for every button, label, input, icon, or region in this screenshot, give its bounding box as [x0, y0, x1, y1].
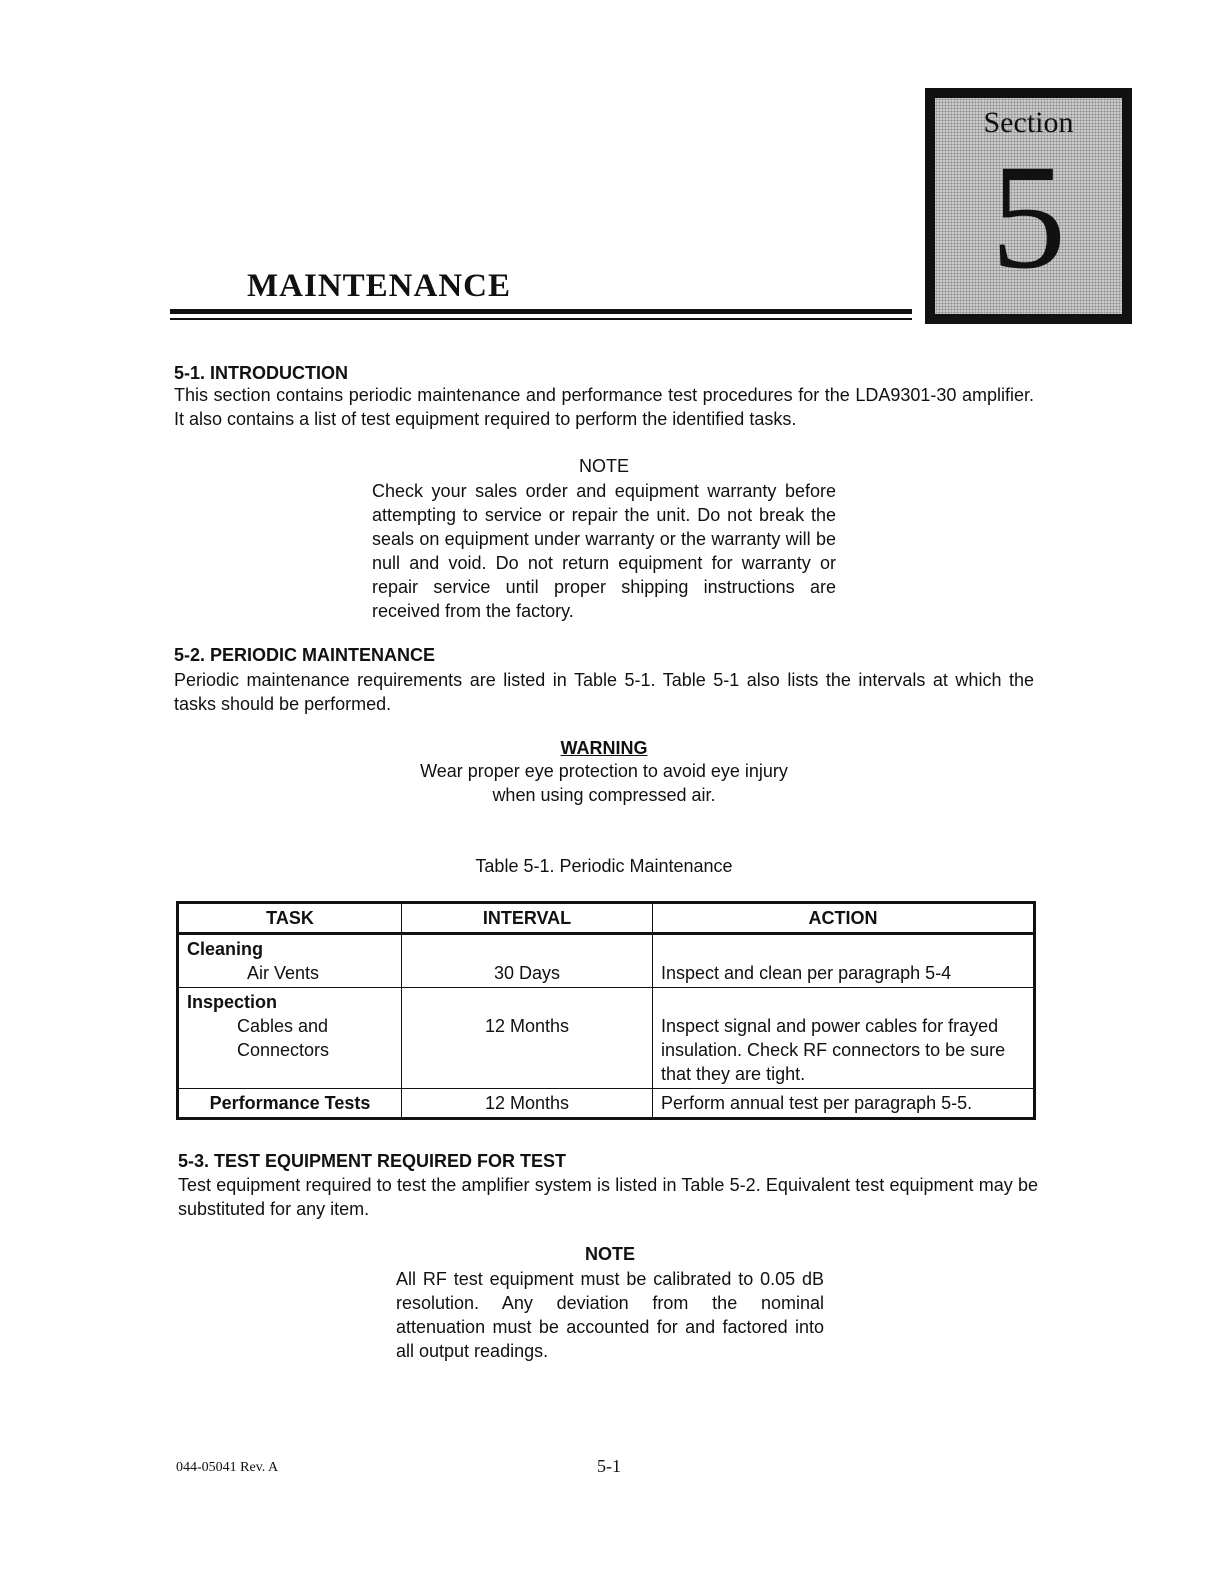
- task-category: Cleaning: [187, 939, 264, 959]
- header-action: ACTION: [653, 903, 1035, 934]
- interval-cell: 12 Months: [402, 988, 653, 1089]
- document-number: 044-05041 Rev. A: [176, 1460, 279, 1475]
- header-interval: INTERVAL: [402, 903, 653, 934]
- task-item: Air Vents: [247, 963, 320, 983]
- intro-body: This section contains periodic maintenance and performance test procedures for the LDA9301-30 amplifier. It also contains a list of test equipment required to perform the identified tasks.: [174, 385, 1034, 429]
- action-cell: Inspect and clean per paragraph 5-4: [653, 934, 1035, 988]
- task-item: Cables and Connectors: [237, 1016, 330, 1060]
- periodic-heading: 5-2. PERIODIC MAINTENANCE: [174, 645, 436, 665]
- section-number: 5: [991, 134, 1066, 300]
- task-category: Inspection: [187, 992, 278, 1012]
- section-badge-inner: [935, 98, 1122, 314]
- table-row: [178, 934, 1035, 988]
- table-row: [178, 1089, 1035, 1119]
- task-cell: [178, 988, 402, 1089]
- table-row: [178, 988, 1035, 1089]
- section-badge: [925, 88, 1132, 324]
- title-rule-thin: [170, 318, 912, 320]
- warning-title: WARNING: [560, 738, 648, 758]
- periodic-maintenance-table: [176, 901, 1036, 1120]
- test-note-title: NOTE: [584, 1244, 635, 1264]
- title-rule-thick: [170, 309, 912, 314]
- warning-block: [304, 738, 904, 807]
- header-task: TASK: [178, 903, 402, 934]
- test-equipment-heading: 5-3. TEST EQUIPMENT REQUIRED FOR TEST: [178, 1151, 567, 1171]
- warning-line-1: Wear proper eye protection to avoid eye injury: [420, 761, 788, 781]
- test-note-body: All RF test equipment must be calibrated to 0.05 dB resolution. Any deviation from the nominal attenuation must be accounted for and factored into all output readings.: [396, 1269, 824, 1361]
- periodic-body: Periodic maintenance requirements are listed in Table 5-1. Table 5-1 also lists the intervals at which the tasks should be performed.: [174, 670, 1034, 714]
- task-cell: [178, 934, 402, 988]
- section-label: Section: [983, 106, 1074, 139]
- intro-note-title: NOTE: [578, 456, 629, 476]
- warning-line-2: when using compressed air.: [492, 785, 716, 805]
- action-cell: Perform annual test per paragraph 5-5.: [653, 1089, 1035, 1119]
- action-cell: Inspect signal and power cables for frayed insulation. Check RF connectors to be sure that they are tight.: [653, 988, 1035, 1089]
- page-number: 5-1: [597, 1456, 621, 1476]
- intro-heading: 5-1. INTRODUCTION: [174, 363, 349, 383]
- table-caption: Table 5-1. Periodic Maintenance: [475, 856, 733, 876]
- test-equipment-body: Test equipment required to test the amplifier system is listed in Table 5-2. Equivalent test equipment may be substituted for any item.: [178, 1175, 1038, 1219]
- interval-cell: 30 Days: [402, 934, 653, 988]
- chapter-title: MAINTENANCE: [247, 268, 512, 304]
- table-header-row: [178, 903, 1035, 934]
- interval-cell: 12 Months: [402, 1089, 653, 1119]
- intro-note-body: Check your sales order and equipment warranty before attempting to service or repair the unit. Do not break the seals on equipment under warranty or the warranty will be null and void. Do not return equipment for warranty or repair service until proper shipping instructions are received from the factory.: [372, 481, 836, 621]
- task-cell: Performance Tests: [178, 1089, 402, 1119]
